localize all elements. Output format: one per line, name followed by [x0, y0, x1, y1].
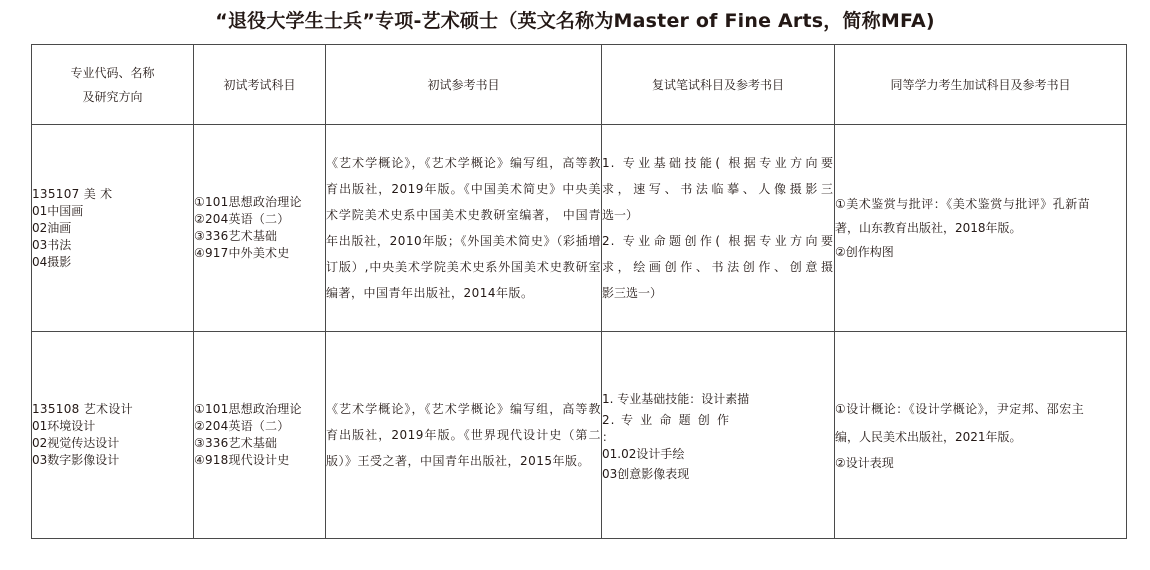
header-initial-exam: 初试考试科目	[194, 45, 326, 125]
exam-cell	[194, 332, 326, 539]
header-major-code	[32, 45, 194, 125]
equivalent-cell	[835, 332, 1127, 539]
retest-line: 2. 专业命题创作( 根据专业方向要	[602, 234, 834, 248]
retest-cell	[602, 332, 835, 539]
references-text: 《艺术学概论》，《艺术学概论》编写组，高等教育出版社，2019年版。《世界现代设计史（第二版）》王受之著，中国青年出版社，2015年版。	[326, 402, 601, 468]
references-cell	[326, 125, 602, 332]
major-cell	[32, 125, 194, 332]
exam-item: ④917中外美术史	[194, 246, 290, 260]
header-major-code-line2: 及研究方向	[82, 89, 143, 104]
retest-line: 影三选一）	[602, 286, 663, 300]
retest-line: 求，绘画创作、书法创作、创意摄	[602, 260, 834, 274]
retest-line: 选一）	[602, 208, 639, 222]
exam-cell	[194, 125, 326, 332]
exam-item: ①101思想政治理论	[194, 402, 302, 416]
direction-item: 03书法	[32, 237, 72, 252]
header-equivalent: 同等学力考生加试科目及参考书目	[835, 45, 1127, 125]
direction-item: 02视觉传达设计	[32, 436, 120, 450]
equivalent-line: ①设计概论：《设计学概论》，尹定邦、邵宏主	[835, 402, 1085, 416]
retest-line: 求，速写、书法临摹、人像摄影三	[602, 182, 834, 196]
retest-line: 01.02设计手绘	[602, 446, 685, 461]
exam-item: ③336艺术基础	[194, 436, 278, 450]
header-retest: 复试笔试科目及参考书目	[602, 45, 835, 125]
references-text: 《艺术学概论》，《艺术学概论》编写组，高等教育出版社，2019年版。《中国美术简史》中央美术学院美术史系中国美术史教研室编著， 中国青年出版社，2010年版；《外国美术简史》（彩插增订版）,中央美术学院美术史系外国美术史教研室编著，中国青年出版社，2014年版。	[326, 156, 601, 300]
retest-line: 03创意影像表现	[602, 466, 690, 481]
header-initial-references: 初试参考书目	[326, 45, 602, 125]
retest-line: 1. 专业基础技能( 根据专业方向要	[602, 156, 834, 170]
header-major-code-line1: 专业代码、名称	[70, 65, 155, 80]
exam-item: ①101思想政治理论	[194, 195, 302, 209]
exam-item: ②204英语（二）	[194, 419, 290, 433]
direction-item: 01环境设计	[32, 419, 96, 433]
equivalent-line: ②创作构图	[835, 245, 894, 259]
table-row	[32, 332, 1127, 539]
admission-table	[31, 44, 1127, 539]
direction-item: 02油画	[32, 220, 72, 235]
major-name: 135108 艺术设计	[32, 402, 133, 416]
table-row	[32, 125, 1127, 332]
references-cell	[326, 332, 602, 539]
exam-item: ③336艺术基础	[194, 229, 278, 243]
retest-line: 2. 专 业 命 题 创 作 ：	[602, 412, 730, 444]
major-cell	[32, 332, 194, 539]
equivalent-line: 著，山东教育出版社，2018年版。	[835, 221, 1022, 235]
major-name: 135107 美 术	[32, 186, 113, 201]
exam-item: ④918现代设计史	[194, 453, 290, 467]
page-title: “退役大学生士兵”专项-艺术硕士（英文名称为Master of Fine Arts，简称MFA)	[215, 10, 935, 32]
retest-cell	[602, 125, 835, 332]
exam-item: ②204英语（二）	[194, 212, 290, 226]
direction-item: 03数字影像设计	[32, 453, 120, 467]
equivalent-line: ②设计表现	[835, 456, 894, 470]
table-header-row	[32, 45, 1127, 125]
equivalent-line: 编，人民美术出版社，2021年版。	[835, 430, 1022, 444]
direction-item: 04摄影	[32, 254, 72, 269]
equivalent-cell	[835, 125, 1127, 332]
direction-item: 01中国画	[32, 203, 84, 218]
equivalent-line: ①美术鉴赏与批评：《美术鉴赏与批评》孔新苗	[835, 197, 1091, 211]
retest-line: 1. 专业基础技能：设计素描	[602, 391, 750, 406]
